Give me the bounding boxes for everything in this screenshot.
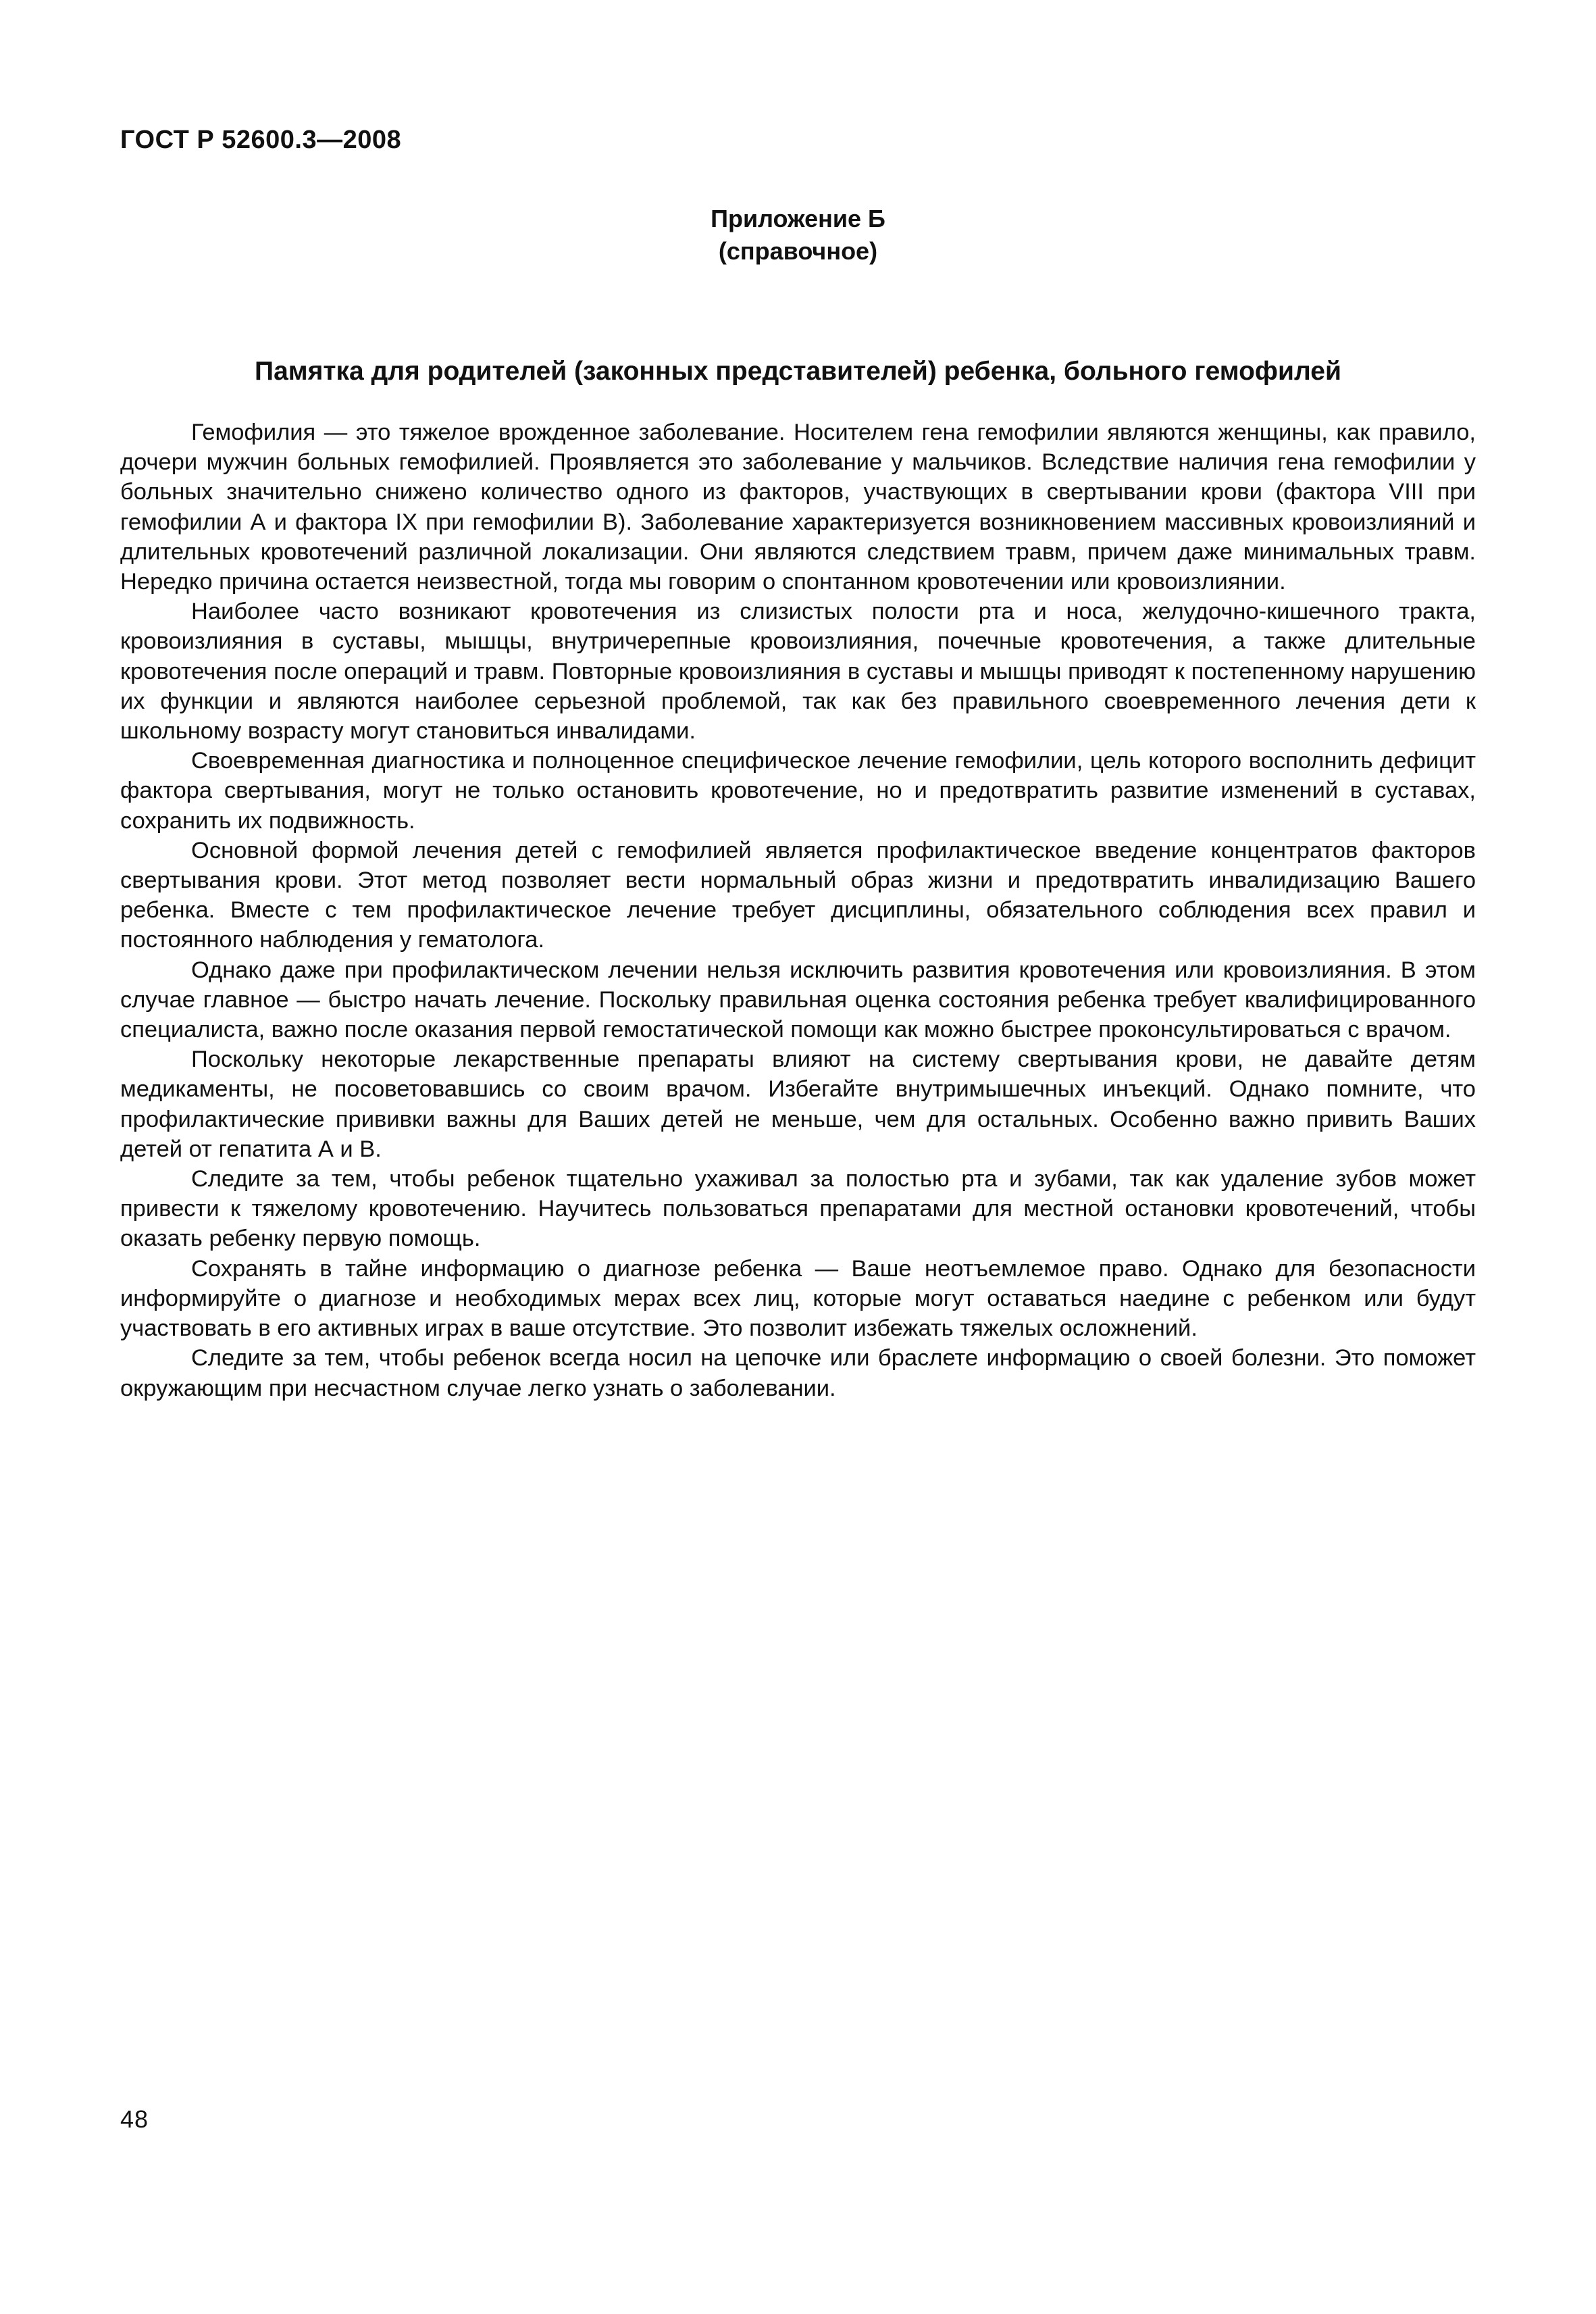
paragraph: Своевременная диагностика и полноценное специфическое лечение гемофилии, цель которого восполнить дефицит фактора свертывания, могут не только остановить кровотечение, но и предотвратить развитие изменений в суставах, сохранить их подвижность. — [120, 748, 1476, 834]
memo-body — [120, 418, 1476, 1403]
appendix-heading — [0, 203, 1596, 268]
appendix-type: (справочное) — [718, 237, 878, 265]
paragraph: Следите за тем, чтобы ребенок тщательно ухаживал за полостью рта и зубами, так как удаление зубов может привести к тяжелому кровотечению. Научитесь пользоваться препаратами для местной остановки кровотечений, чтобы оказать ребенку первую помощь. — [120, 1166, 1476, 1252]
paragraph: Однако даже при профилактическом лечении нельзя исключить развития кровотечения или кровоизлияния. В этом случае главное — быстро начать лечение. Поскольку правильная оценка состояния ребенка требует квалифицированного специалиста, важно после оказания первой гемостатической помощи как можно быстрее проконсультироваться с врачом. — [120, 957, 1476, 1043]
page-number: 48 — [120, 2105, 149, 2133]
paragraph: Наиболее часто возникают кровотечения из слизистых полости рта и носа, желудочно-кишечного тракта, кровоизлияния в суставы, мышцы, внутричерепные кровоизлияния, почечные кровотечения, а также длительные кровотечения после операций и травм. Повторные кровоизлияния в суставы и мышцы приводят к постепенному нарушению их функции и являются наиболее серьезной проблемой, так как без правильного своевременного лечения дети к школьному возрасту могут становиться инвалидами. — [120, 599, 1476, 745]
memo-title: Памятка для родителей (законных представителей) ребенка, больного гемофилей — [255, 357, 1341, 386]
paragraph: Сохранять в тайне информацию о диагнозе ребенка — Ваше неотъемлемое право. Однако для безопасности информируйте о диагнозе и необходимых мерах всех лиц, которые могут оставаться наедине с ребенком или будут участвовать в его активных играх в ваше отсутствие. Это позволит избежать тяжелых осложнений. — [120, 1255, 1476, 1342]
appendix-title: Приложение Б — [711, 205, 885, 232]
paragraph: Поскольку некоторые лекарственные препараты влияют на систему свертывания крови, не давайте детям медикаменты, не посоветовавшись со своим врачом. Избегайте внутримышечных инъекций. Однако помните, что профилактические прививки важны для Ваших детей не меньше, чем для остальных. Особенно важно привить Ваших детей от гепатита А и В. — [120, 1047, 1476, 1162]
paragraph: Гемофилия — это тяжелое врожденное заболевание. Носителем гена гемофилии являются женщины, как правило, дочери мужчин больных гемофилией. Проявляется это заболевание у мальчиков. Вследствие наличия гена гемофилии у больных значительно снижено количество одного из факторов, участвующих в свертывании крови (фактора VIII при гемофилии А и фактора IX при гемофилии В). Заболевание характеризуется возникновением массивных кровоизлияний и длительных кровотечений различной локализации. Они являются следствием травм, причем даже минимальных травм. Нередко причина остается неизвестной, тогда мы говорим о спонтанном кровотечении или кровоизлиянии. — [120, 420, 1476, 595]
standard-number: ГОСТ Р 52600.3—2008 — [120, 126, 402, 154]
paragraph: Следите за тем, чтобы ребенок всегда носил на цепочке или браслете информацию о своей болезни. Это поможет окружающим при несчастном случае легко узнать о заболевании. — [120, 1345, 1476, 1401]
paragraph: Основной формой лечения детей с гемофилией является профилактическое введение концентратов факторов свертывания крови. Этот метод позволяет вести нормальный образ жизни и предотвратить инвалидизацию Вашего ребенка. Вместе с тем профилактическое лечение требует дисциплины, обязательного соблюдения всех правил и постоянного наблюдения у гематолога. — [120, 837, 1476, 953]
